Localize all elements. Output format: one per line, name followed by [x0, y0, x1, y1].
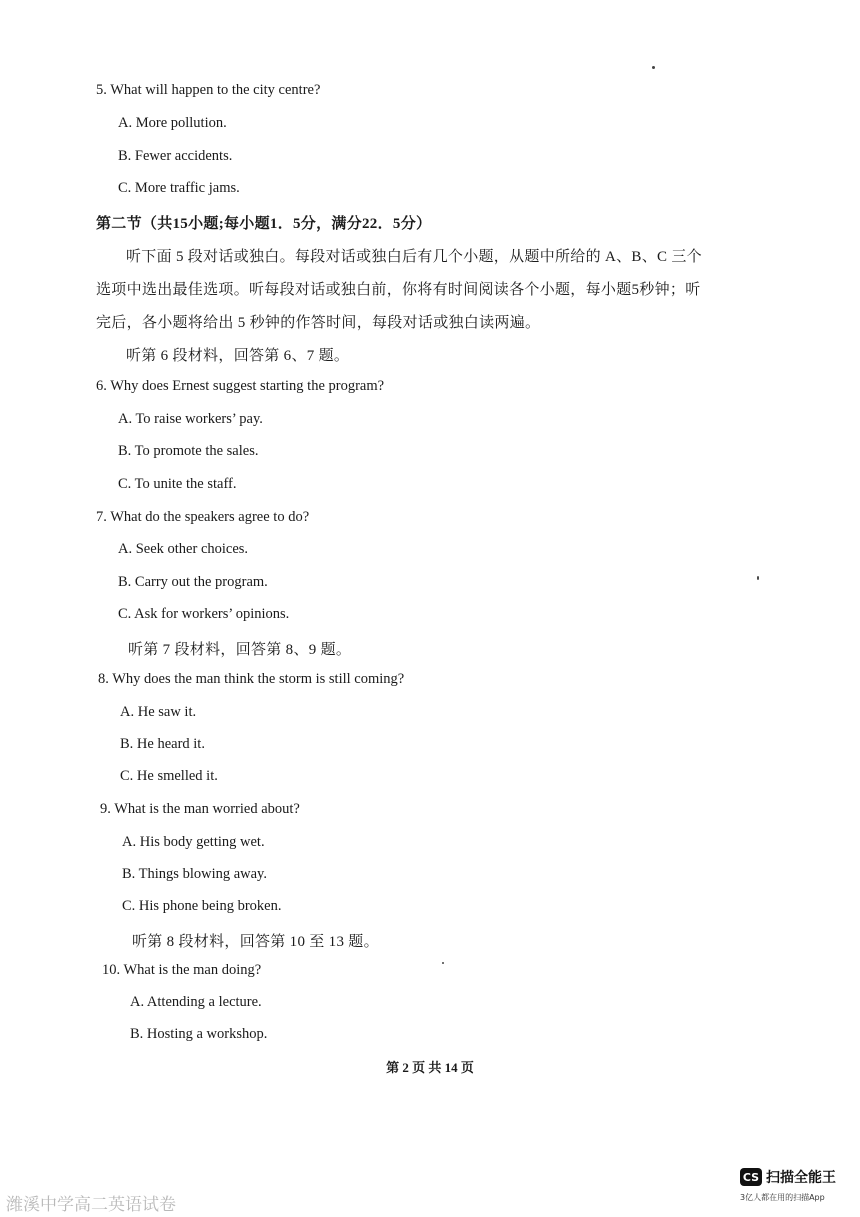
- q7-option-b: B. Carry out the program.: [118, 574, 268, 590]
- q8-option-b: B. He heard it.: [120, 736, 205, 752]
- q6-option-a: A. To raise workers’ pay.: [118, 411, 263, 427]
- camscanner-logo-icon: CS: [740, 1168, 762, 1186]
- scanner-watermark: [740, 1167, 836, 1187]
- question-7: 7. What do the speakers agree to do?: [96, 509, 310, 525]
- q7-option-c: C. Ask for workers’ opinions.: [118, 606, 290, 622]
- q10-option-a: A. Attending a lecture.: [130, 994, 262, 1010]
- q9-option-a: A. His body getting wet.: [122, 834, 265, 850]
- q9-option-c: C. His phone being broken.: [122, 898, 282, 914]
- q5-option-a: A. More pollution.: [118, 115, 227, 131]
- material-8-heading: 听第 8 段材料，回答第 10 至 13 题。: [132, 934, 379, 950]
- material-7-heading: 听第 7 段材料，回答第 8、9 题。: [128, 642, 352, 658]
- scan-speck: [442, 962, 444, 964]
- instructions-line-3: 完后，各小题将给出 5 秒钟的作答时间，每段对话或独白读两遍。: [96, 315, 541, 331]
- material-6-heading: 听第 6 段材料，回答第 6、7 题。: [126, 348, 350, 364]
- question-5: 5. What will happen to the city centre?: [96, 82, 321, 98]
- q8-option-a: A. He saw it.: [120, 704, 197, 720]
- q8-option-c: C. He smelled it.: [120, 768, 218, 784]
- q10-option-b: B. Hosting a workshop.: [130, 1026, 268, 1042]
- section-heading: 第二节（共15小题;每小题1．5分，满分22．5分）: [96, 216, 432, 232]
- scanner-app-name: 扫描全能王: [766, 1170, 836, 1186]
- scan-speck: [652, 66, 655, 69]
- q5-option-c: C. More traffic jams.: [118, 180, 240, 196]
- page-footer: 第 2 页 共 14 页: [386, 1060, 474, 1075]
- q9-option-b: B. Things blowing away.: [122, 866, 267, 882]
- instructions-line-1: 听下面 5 段对话或独白。每段对话或独白后有几个小题，从题中所给的 A、B、C 三个: [126, 249, 702, 265]
- instructions-line-2: 选项中选出最佳选项。听每段对话或独白前，你将有时间阅读各个小题，每小题5秒钟；听: [96, 282, 701, 298]
- school-watermark: 潍溪中学高二英语试卷: [6, 1195, 176, 1215]
- question-8: 8. Why does the man think the storm is still coming?: [98, 671, 405, 687]
- scanner-tagline: 3亿人都在用的扫描App: [740, 1193, 825, 1202]
- scan-speck: [757, 576, 759, 580]
- q6-option-c: C. To unite the staff.: [118, 476, 237, 492]
- question-6: 6. Why does Ernest suggest starting the program?: [96, 378, 385, 394]
- q6-option-b: B. To promote the sales.: [118, 443, 259, 459]
- q7-option-a: A. Seek other choices.: [118, 541, 249, 557]
- q5-option-b: B. Fewer accidents.: [118, 148, 233, 164]
- question-9: 9. What is the man worried about?: [100, 801, 300, 817]
- question-10: 10. What is the man doing?: [102, 962, 262, 978]
